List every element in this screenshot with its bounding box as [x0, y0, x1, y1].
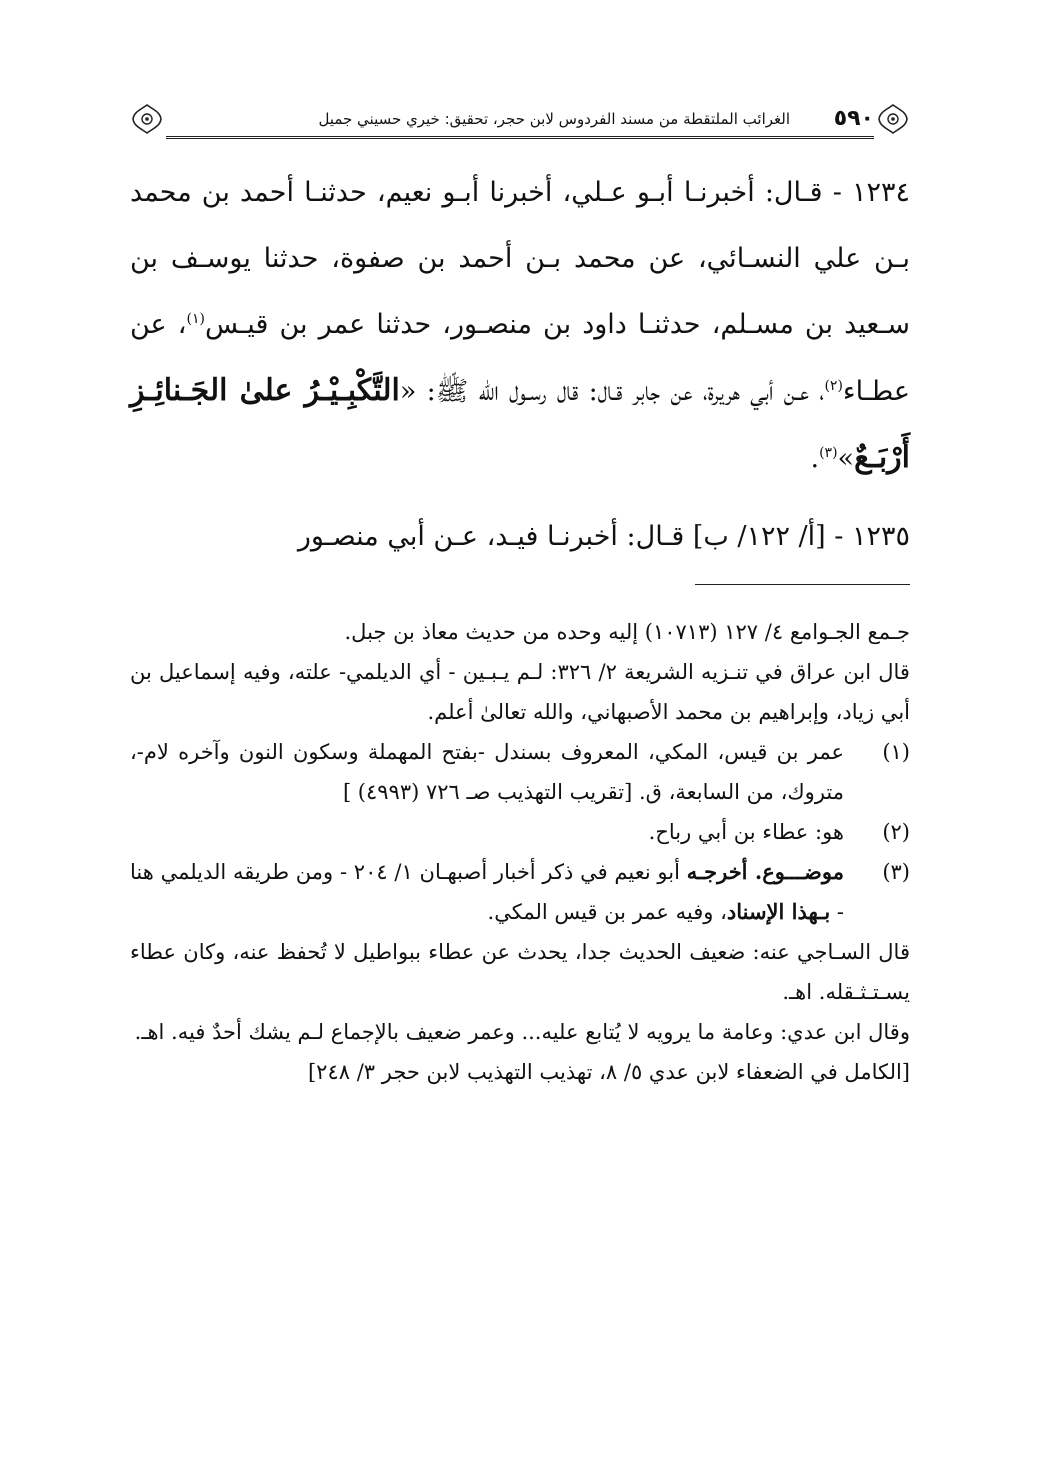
hadith-text: التَّكْبِـيْـرُ علىٰ الجَـنائِـزِ أَرْبَـعٌ [130, 373, 910, 475]
footnotes [130, 612, 910, 1092]
footnote-text-a: أبو نعيم في ذكر أخبار أصبهـان ١/ ٢٠٤ - ومن طريقه الديلمي هنا - [130, 860, 844, 924]
entry-1234-text: ١٢٣٤ - قـال: أخبرنـا أبـو عـلي، أخبرنا أبـو نعيم، حدثنـا أحمد بن محمد بـن علي النسـائي، عن محمد بـن أحمد بن صفوة، حدثنا يوسـف بن سـعيد بن مسـلم، حدثنـا داود بن منصـور، حدثنا عمر بن قيـس [130, 177, 910, 340]
footnote-intro-line: قال ابن عراق في تنـزيه الشريعة ٢/ ٣٢٦: لـم يـبـين - أي الديلمي- علته، وفيه إسماعيل بن أبي زياد، وإبراهيم بن محمد الأصبهاني، والله تعالىٰ أعلم. [130, 660, 910, 724]
entry-1234 [130, 160, 910, 492]
page-number: ٥٩٠ [833, 106, 874, 131]
entry-1234-text-d: » [837, 443, 855, 474]
footnote-tail-line: [الكامل في الضعفاء لابن عدي ٥/ ٨، تهذيب التهذيب لابن حجر ٣/ ٢٤٨] [307, 1060, 910, 1084]
ornament-icon [130, 102, 164, 136]
footnote-bold-mid: بـهذا الإسناد [726, 899, 831, 924]
footnote-number: (٣) [882, 860, 910, 884]
entry-1234-text-b: ، عن عطـاء [130, 309, 910, 407]
footnote-number: (٢) [882, 820, 910, 844]
footnote-ref-3: (٣) [819, 445, 838, 461]
entry-1235: ١٢٣٥ - [أ/ ١٢٢/ ب] قـال: أخبرنـا فيـد، عـن أبي منصـور [297, 521, 910, 552]
footnote-tail-line: قال السـاجي عنه: ضعيف الحديث جدا، يحدث عن عطاء ببواطيل لا تُحفظ عنه، وكان عطاء يسـتـثـقله. اهـ. [130, 940, 910, 1004]
footnote-2 [130, 812, 910, 852]
footnote-separator [695, 584, 910, 585]
footnote-text: عمر بن قيس، المكي، المعروف بسندل -بفتح المهملة وسكون النون وآخره لام-، متروك، من السابعة، ق. [تقريب التهذيب صـ ٧٢٦ (٤٩٩٣) ] [130, 740, 844, 804]
footnote-ref-1: (١) [186, 311, 205, 327]
footnote-3 [130, 852, 910, 932]
entry-1234-text-c: ، عـن أبي هريرة، عن جابر قـال: قال رسـول الله ﷺ: « [399, 376, 825, 407]
header-rule [166, 136, 874, 139]
footnote-tail-line: وقال ابن عدي: وعامة ما يرويه لا يُتابع عليه... وعمر ضعيف بالإجماع لـم يشك أحدٌ فيه. اهـ. [134, 1020, 910, 1044]
entry-1234-text-e: . [810, 443, 820, 474]
footnote-ref-2: (٢) [824, 378, 843, 394]
footnote-text: هو: عطاء بن أبي رباح. [648, 820, 844, 844]
footnote-bold-lead: موضـــوع. أخرجـه [686, 859, 844, 884]
footnote-number: (١) [882, 740, 910, 764]
main-text [130, 160, 910, 570]
running-header [130, 100, 910, 146]
footnote-intro-line: جـمع الجـوامع ٤/ ١٢٧ (١٠٧١٣) إليه وحده من حديث معاذ بن جبل. [344, 620, 910, 644]
footnote-1 [130, 732, 910, 812]
footnote-text [130, 852, 844, 932]
ornament-icon [876, 102, 910, 136]
footnote-text-b: ، وفيه عمر بن قيس المكي. [487, 900, 727, 924]
running-title: الغرائب الملتقطة من مسند الفردوس لابن حجر، تحقيق: خيري حسيني جميل [318, 110, 790, 128]
